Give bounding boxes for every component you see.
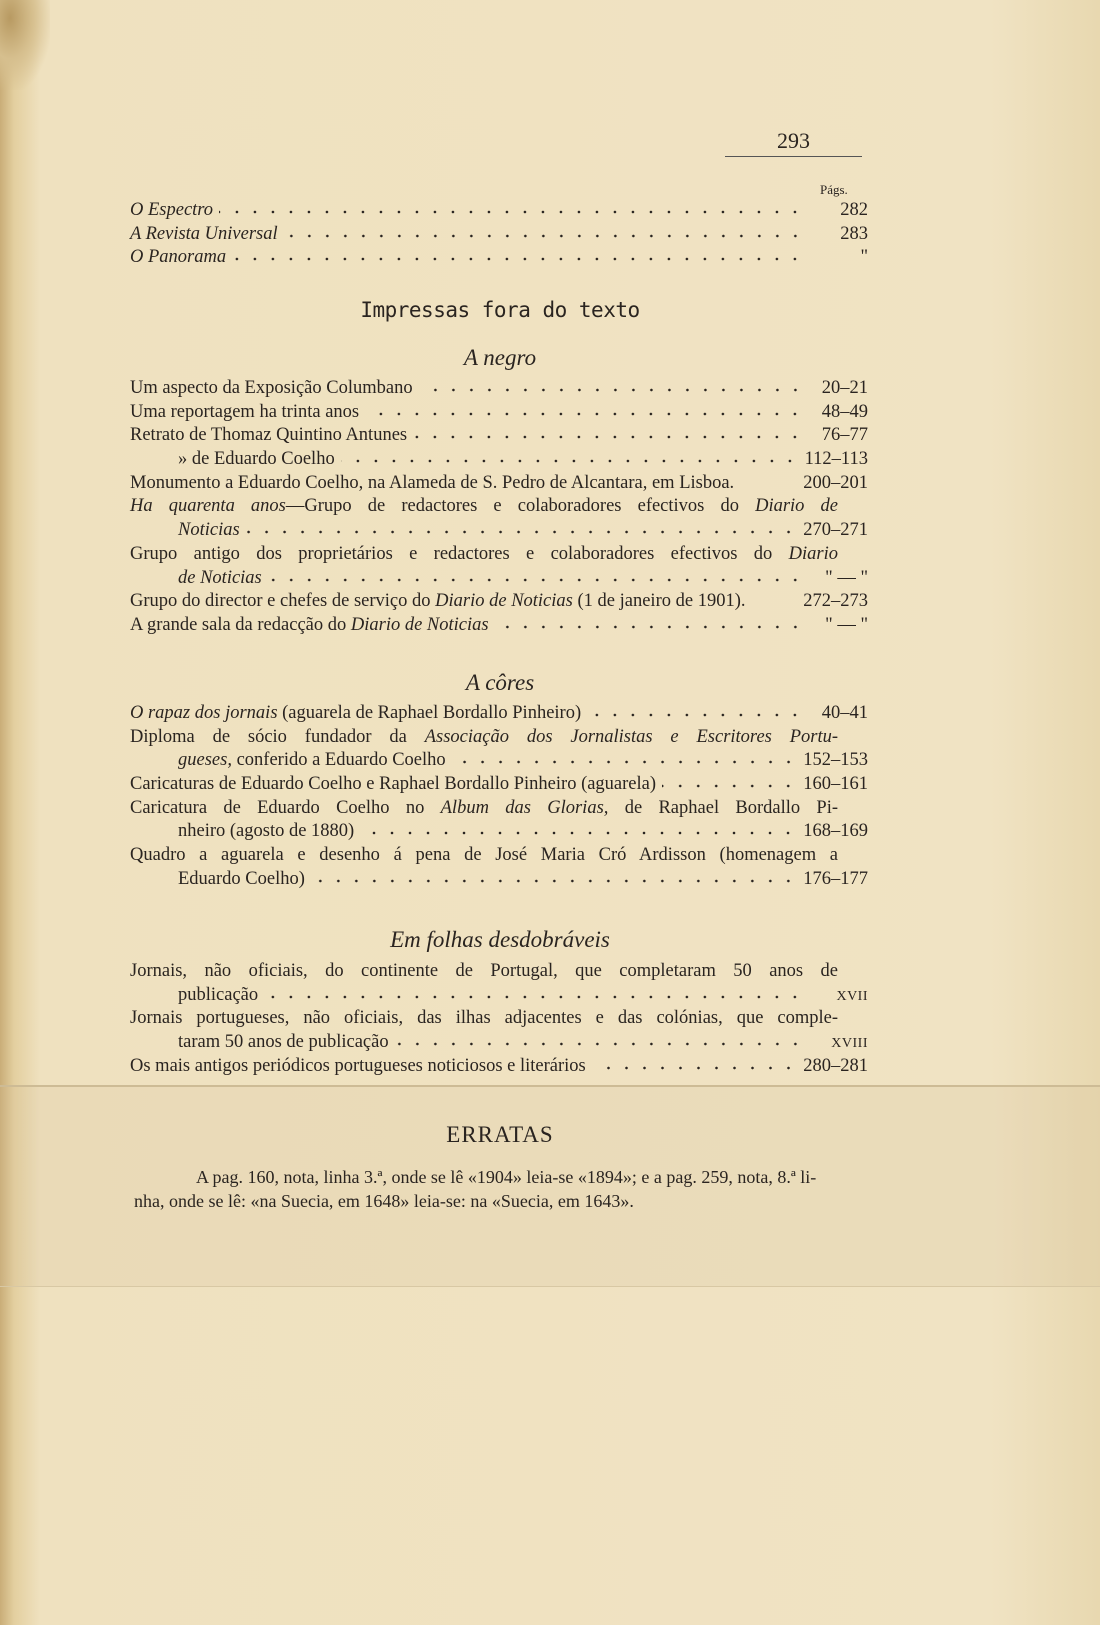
toc-entry-line <box>130 961 868 985</box>
text-segment: Os mais antigos periódicos portugueses noticiosos e literários <box>130 1055 586 1076</box>
dot-leader <box>662 783 797 789</box>
toc-entry-line <box>130 821 868 845</box>
pages-column-label: Págs. <box>820 182 848 197</box>
entry-text <box>178 985 258 1006</box>
toc-entry-line <box>130 402 868 426</box>
entry-text <box>130 774 656 795</box>
text-segment: Caricatura de Eduardo Coelho no <box>130 797 441 818</box>
italic-title: Noticias <box>178 520 240 541</box>
page-reference: 152–153 <box>803 750 868 771</box>
fold-line <box>0 1286 1100 1287</box>
dot-leader <box>219 209 804 215</box>
toc-entry-line <box>130 985 868 1009</box>
page-reference: " <box>860 247 868 268</box>
entry-text <box>130 224 278 245</box>
section-title: Impressas fora do texto <box>360 298 640 322</box>
entry-text <box>130 544 868 565</box>
group-title: A côres <box>465 670 535 695</box>
text-segment: Um aspecto da Exposição Columbano <box>130 378 413 398</box>
toc-entry-line <box>130 247 868 271</box>
page-reference: 280–281 <box>803 1055 868 1076</box>
text-segment: Grupo antigo dos proprietários e redactores e colaboradores efectivos do <box>130 543 789 564</box>
toc-entry-line <box>130 845 868 869</box>
page-reference: 48–49 <box>821 401 868 422</box>
dot-leader <box>311 878 797 884</box>
toc-entry-line <box>130 591 868 615</box>
page-reference: 76–77 <box>821 425 868 446</box>
italic-title: Ha quarenta anos <box>130 496 286 517</box>
text-segment: Quadro a aguarela e desenho á pena de José Maria Cró Ardisson (homenagem a <box>130 845 838 866</box>
dot-leader <box>587 712 804 718</box>
entry-text <box>130 496 868 517</box>
page-reference: 160–161 <box>803 774 868 795</box>
page-reference: 176–177 <box>803 868 868 889</box>
page-reference: XVII <box>836 988 868 1004</box>
italic-title: O Espectro <box>130 200 214 220</box>
entry-text <box>178 1032 389 1053</box>
italic-title: Diario de <box>755 496 838 517</box>
dot-leader <box>246 529 798 535</box>
text-segment: Jornais portugueses, não oficiais, das ilhas adjacentes e das colónias, que comple- <box>130 1008 838 1029</box>
toc-entry-line <box>130 449 868 473</box>
dot-leader <box>395 1041 804 1047</box>
toc-entry-line <box>130 425 868 449</box>
entry-text <box>130 727 868 748</box>
page-reference: " — " <box>825 567 868 588</box>
toc-entry-line <box>130 378 868 402</box>
text-segment: (1 de janeiro de 1901). <box>572 591 746 612</box>
entry-text <box>130 378 413 399</box>
page-reference: 272–273 <box>803 591 868 612</box>
errata-title: ERRATAS <box>446 1122 554 1147</box>
fold-line <box>0 1085 1100 1087</box>
text-segment: Caricaturas de Eduardo Coelho e Raphael Bordallo Pinheiro (aguarela) <box>130 774 657 795</box>
errata-text <box>134 1165 886 1213</box>
italic-title: O Panorama <box>130 247 227 268</box>
entry-text <box>178 520 240 541</box>
italic-title: de Noticias <box>178 567 262 588</box>
page-reference: " — " <box>825 614 868 635</box>
italic-title: O rapaz dos jornais <box>130 703 278 723</box>
toc-entry-line <box>130 1008 868 1032</box>
dot-leader <box>341 458 799 464</box>
toc-entry-line <box>130 473 868 497</box>
toc-entry-line <box>130 727 868 751</box>
paper-stain <box>0 0 50 90</box>
dot-leader <box>232 256 804 262</box>
text-segment: taram 50 anos de publicação <box>178 1032 389 1053</box>
entry-text <box>130 247 226 268</box>
toc-entry-line <box>130 869 868 893</box>
page-reference: 20–21 <box>821 378 868 398</box>
text-segment: conferido a Eduardo Coelho <box>231 750 446 771</box>
dot-leader <box>360 830 797 836</box>
entry-text <box>130 425 407 446</box>
text-segment: de Raphael Bordallo Pi- <box>608 797 839 818</box>
toc-entry-line <box>130 520 868 544</box>
text-segment: nheiro (agosto de 1880) <box>178 821 355 842</box>
page-number: 293 <box>725 128 862 157</box>
italic-title: gueses, <box>178 750 232 771</box>
text-segment: publicação <box>178 984 259 1005</box>
dot-leader <box>419 387 804 393</box>
text-segment: (aguarela de Raphael Bordallo Pinheiro) <box>277 703 582 723</box>
text-segment: Jornais, não oficiais, do continente de Portugal, que completaram 50 anos de <box>130 961 838 981</box>
group-title: A negro <box>463 345 537 370</box>
entry-text <box>178 449 335 470</box>
top-entries <box>130 200 868 271</box>
italic-title: Associação dos Jornalistas e Escritores Portu- <box>424 726 838 747</box>
page-reference: 112–113 <box>804 449 868 470</box>
dot-leader <box>452 759 798 765</box>
entry-text <box>130 845 868 866</box>
toc-entry-line <box>130 774 868 798</box>
group-entries-folhas <box>130 961 868 1079</box>
dot-leader <box>264 994 804 1000</box>
text-segment: Monumento a Eduardo Coelho, na Alameda de S. Pedro de Alcantara, em Lisboa. <box>130 472 735 493</box>
toc-entry-line <box>130 703 868 727</box>
page-reference: 283 <box>840 223 868 244</box>
toc-entry-line <box>130 1056 868 1080</box>
text-segment: —Grupo de redactores e colaboradores efectivos do <box>285 496 756 517</box>
entry-text <box>130 798 868 819</box>
group-entries-a-negro <box>130 378 868 639</box>
entry-text <box>178 821 354 842</box>
text-segment: Retrato de Thomaz Quintino Antunes <box>130 425 408 446</box>
italic-title: Diario de Noticias <box>435 591 573 612</box>
page-reference: XVIII <box>831 1036 868 1052</box>
errata-line: nha, onde se lê: «na Suecia, em 1648» leia-se: na «Suecia, em 1643». <box>134 1191 634 1211</box>
dot-leader <box>284 233 804 239</box>
dot-leader <box>268 577 804 583</box>
dot-leader <box>365 411 804 417</box>
text-segment: Grupo do director e chefes de serviço do <box>130 591 436 612</box>
page-reference: 40–41 <box>821 703 868 723</box>
toc-entry-line <box>130 496 868 520</box>
dot-leader <box>413 434 804 440</box>
italic-title: A Revista Universal <box>130 223 278 244</box>
toc-entry-line <box>130 798 868 822</box>
toc-entry-line <box>130 750 868 774</box>
text-segment: Uma reportagem ha trinta anos <box>130 401 360 422</box>
group-title: Em folhas desdobráveis <box>390 927 610 952</box>
entry-text <box>178 869 305 890</box>
toc-entry-line <box>130 1032 868 1056</box>
italic-title: Diario de Noticias <box>350 614 489 635</box>
page-reference: 282 <box>840 200 868 220</box>
toc-entry-line <box>130 615 868 639</box>
entry-text <box>130 615 489 636</box>
page-reference: 270–271 <box>803 520 868 541</box>
entry-text <box>130 1008 868 1029</box>
toc-entry-line <box>130 224 868 248</box>
italic-title: Album das Glorias, <box>440 797 609 818</box>
entry-text <box>130 591 745 612</box>
group-entries-a-cores <box>130 703 868 893</box>
toc-entry-line <box>130 200 868 224</box>
entry-text <box>130 961 868 982</box>
page-reference: 168–169 <box>803 821 868 842</box>
entry-text <box>178 750 446 771</box>
text-segment: Eduardo Coelho) <box>178 868 305 889</box>
dot-leader <box>592 1065 798 1071</box>
entry-text <box>130 1056 586 1077</box>
text-segment: » de Eduardo Coelho <box>178 449 335 470</box>
italic-title: Diario <box>788 543 838 564</box>
dot-leader <box>495 624 804 630</box>
entry-text <box>130 402 359 423</box>
toc-entry-line <box>130 544 868 568</box>
entry-text <box>178 568 262 589</box>
text-segment: Diploma de sócio fundador da <box>130 726 425 747</box>
errata-line: A pag. 160, nota, linha 3.ª, onde se lê «1904» leia-se «1894»; e a pag. 259, nota, 8.ª li- <box>196 1167 817 1187</box>
entry-text <box>130 473 734 494</box>
text-segment: A grande sala da redacção do <box>130 614 351 635</box>
toc-entry-line <box>130 568 868 592</box>
entry-text <box>130 200 213 221</box>
entry-text <box>130 703 581 724</box>
page-reference: 200–201 <box>803 472 868 493</box>
